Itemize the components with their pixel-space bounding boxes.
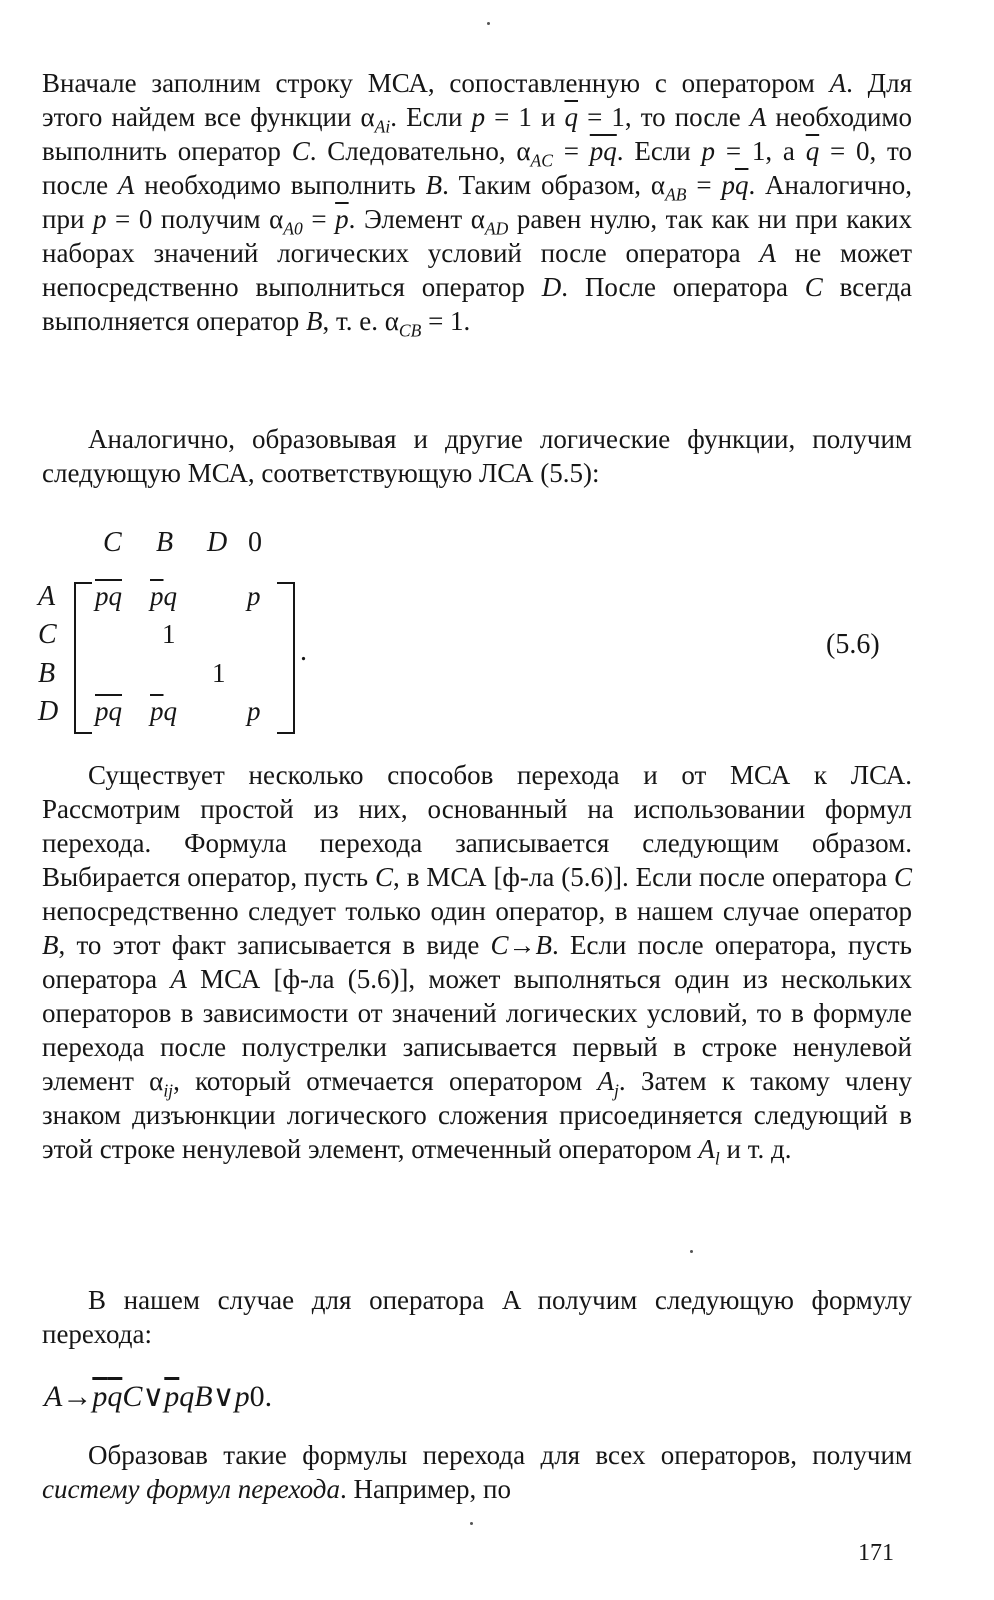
paragraph-our-case: В нашем случае для оператора A получим следующую формулу перехода: (42, 1285, 912, 1349)
transition-formula: $A\to\overline{p}\overline{q}C\vee\overline{p}qB\vee p0$. (44, 1380, 273, 1413)
matrix-col-header: C (103, 527, 122, 558)
matrix-row-label: D (38, 696, 59, 727)
matrix-col-header: D (207, 527, 228, 558)
matrix-cell: $\overline{p}q$ (150, 581, 177, 611)
scan-speck (470, 1522, 473, 1525)
matrix-cell: $\overline{p}q$ (150, 696, 177, 726)
matrix-row-label: B (38, 658, 56, 689)
matrix-cell: p (247, 581, 261, 611)
matrix-cell: $\overline{p}\overline{q}$ (95, 581, 122, 611)
matrix-cell: 1 (162, 619, 176, 649)
matrix-right-bracket (277, 582, 295, 734)
matrix-row-label: A (38, 581, 56, 612)
matrix-left-bracket (74, 582, 92, 734)
matrix-col-header: B (156, 527, 174, 558)
matrix-cell: $\overline{p}\overline{q}$ (95, 696, 122, 726)
matrix-cell: 1 (212, 658, 226, 688)
paragraph-system-of-formulas: Образовав такие формулы перехода для всех операторов, получим систему формул перехода. Например, по (42, 1440, 912, 1504)
paragraph-msa-row-a: Вначале заполним строку МСА, сопоставленную с оператором A. Для этого найдем все функции $\alpha_{Ai}$. Если p = 1 и $\overline{q} = 1$, то после A необходимо выполнить оператор C. Следовательно, $\alpha_{AC} = \overline{pq}$. Если p = 1, а $\overline{q} = 0$, то после A необходимо выполнить B. Таким образом, $\alpha_{AB} = p\overline{q}$. Аналогично, при p = 0 получим $\alpha_{A0} = \overline{p}$. Элемент $\alpha_{AD}$ равен нулю, так как ни при каких наборах значений логических условий после оператора A не может непосредственно выполниться оператор D. После оператора C всегда выполняется оператор B, т. е. $\alpha_{CB} = 1$. (42, 68, 913, 341)
paragraph-msa-intro: Аналогично, образовывая и другие логические функции, получим следующую МСА, соответствующую ЛСА (5.5): (42, 424, 912, 488)
scan-speck (690, 1250, 693, 1253)
matrix-row-label: C (38, 619, 57, 650)
matrix-cell: p (247, 696, 261, 726)
scan-speck (487, 22, 490, 25)
matrix-col-header: 0 (248, 527, 262, 558)
equation-number: (5.6) (826, 629, 880, 660)
matrix-end-dot: . (300, 636, 307, 667)
page-number: 171 (858, 1540, 894, 1566)
paragraph-transition-formulas: Существует несколько способов перехода и от МСА к ЛСА. Рассмотрим простой из них, основанный на использовании формул перехода. Формула перехода записывается следующим образом. Выбирается оператор, пусть C, в МСА [ф-ла (5.6)]. Если после оператора C непосредственно следует только один оператор, в нашем случае оператор B, то этот факт записывается в виде C→B. Если после оператора, пусть оператора A МСА [ф-ла (5.6)], может выполняться один из нескольких операторов в зависимости от значений логических условий, то в формуле перехода после полустрелки записывается первый в строке ненулевой элемент $\alpha_{ij}$, который отмечается оператором $A_j$. Затем к такому члену знаком дизъюнкции логического сложения присоединяется следующий в этой строке ненулевой элемент, отмеченный оператором $A_l$ и т. д. (42, 760, 913, 1169)
